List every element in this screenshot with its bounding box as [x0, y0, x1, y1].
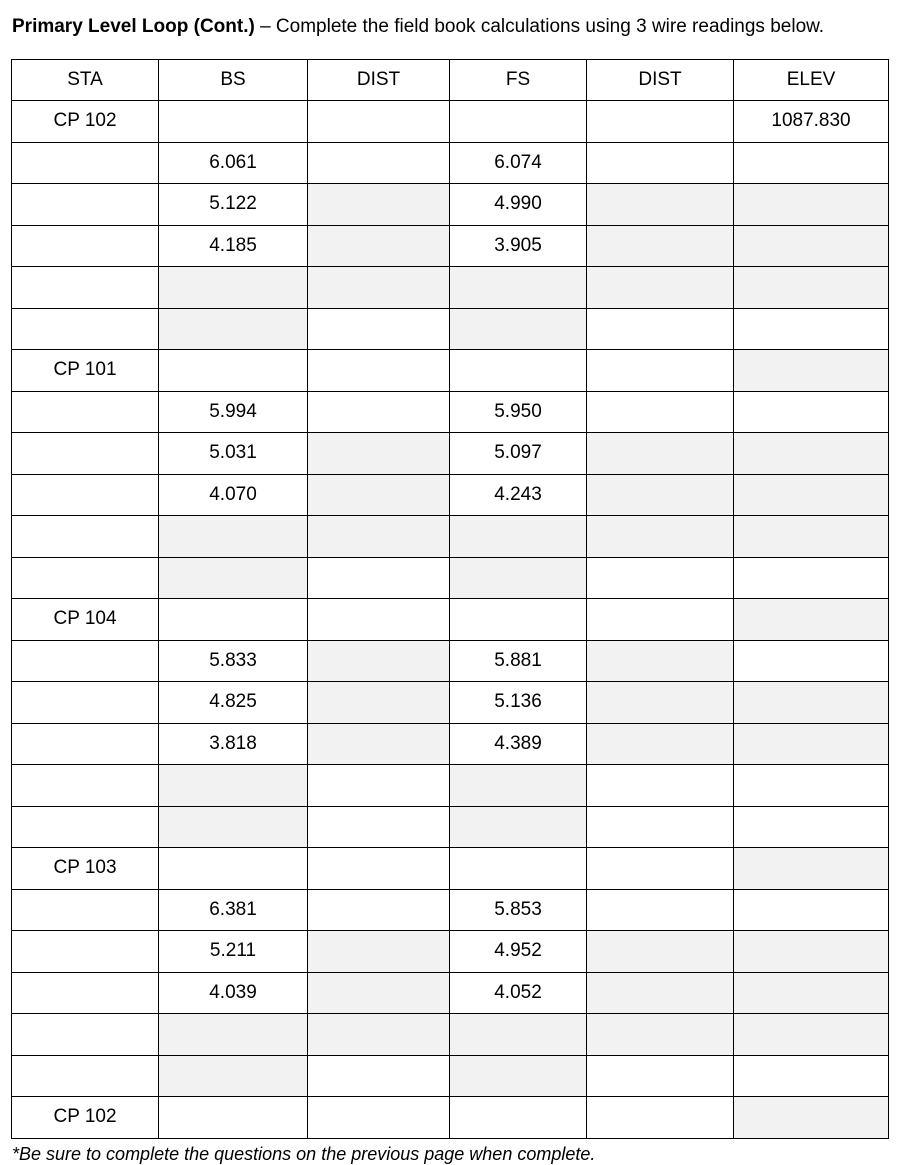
table-row: [12, 1014, 889, 1056]
cell-bs-dist: [308, 267, 450, 309]
cell-elev: [734, 723, 889, 765]
cell-elev: [734, 267, 889, 309]
cell-sta: [12, 267, 159, 309]
cell-bs: 3.818: [159, 723, 308, 765]
cell-bs: 4.185: [159, 225, 308, 267]
cell-sta: CP 102: [12, 1097, 159, 1139]
cell-bs: [159, 848, 308, 890]
cell-elev: [734, 972, 889, 1014]
cell-fs-dist: [587, 599, 734, 641]
cell-elev: [734, 931, 889, 973]
cell-fs-dist: [587, 391, 734, 433]
cell-sta: [12, 889, 159, 931]
cell-bs: [159, 806, 308, 848]
table-row: [12, 225, 889, 267]
cell-bs-dist: [308, 142, 450, 184]
cell-sta: [12, 516, 159, 558]
cell-bs-dist: [308, 599, 450, 641]
cell-bs: 5.122: [159, 184, 308, 226]
cell-fs: 5.853: [450, 889, 587, 931]
cell-elev: 1087.830: [734, 101, 889, 143]
cell-bs: 4.825: [159, 682, 308, 724]
cell-elev: [734, 806, 889, 848]
cell-bs: 4.039: [159, 972, 308, 1014]
cell-elev: [734, 1097, 889, 1139]
cell-fs: 4.952: [450, 931, 587, 973]
cell-elev: [734, 599, 889, 641]
cell-fs: [450, 848, 587, 890]
title-bold: Primary Level Loop (Cont.): [12, 16, 255, 37]
cell-bs: [159, 350, 308, 392]
cell-fs-dist: [587, 1055, 734, 1097]
table-row: [12, 599, 889, 641]
cell-fs-dist: [587, 1097, 734, 1139]
cell-bs-dist: [308, 972, 450, 1014]
header-bs: BS: [159, 60, 308, 101]
table-row: [12, 806, 889, 848]
cell-fs: 4.990: [450, 184, 587, 226]
cell-fs: [450, 516, 587, 558]
cell-sta: [12, 682, 159, 724]
table-row: [12, 723, 889, 765]
cell-elev: [734, 765, 889, 807]
cell-elev: [734, 640, 889, 682]
title-instructions: – Complete the field book calculations using 3 wire readings below.: [254, 16, 825, 37]
table-row: [12, 516, 889, 558]
cell-sta: [12, 806, 159, 848]
cell-fs-dist: [587, 765, 734, 807]
cell-bs: 5.994: [159, 391, 308, 433]
table-row: [12, 557, 889, 599]
cell-fs: 4.052: [450, 972, 587, 1014]
cell-fs-dist: [587, 723, 734, 765]
cell-sta: CP 104: [12, 599, 159, 641]
cell-bs: [159, 557, 308, 599]
cell-bs: 6.061: [159, 142, 308, 184]
cell-sta: CP 102: [12, 101, 159, 143]
cell-fs: [450, 1097, 587, 1139]
cell-bs-dist: [308, 806, 450, 848]
cell-bs: 5.833: [159, 640, 308, 682]
table-row: [12, 391, 889, 433]
header-elev: ELEV: [734, 60, 889, 101]
table-header-row: [12, 60, 889, 101]
cell-fs: [450, 1055, 587, 1097]
cell-elev: [734, 889, 889, 931]
cell-bs-dist: [308, 931, 450, 973]
table-row: [12, 101, 889, 143]
cell-fs: 5.097: [450, 433, 587, 475]
cell-bs: 5.031: [159, 433, 308, 475]
cell-fs: [450, 101, 587, 143]
header-sta: STA: [12, 60, 159, 101]
cell-fs-dist: [587, 142, 734, 184]
table-row: [12, 889, 889, 931]
cell-bs: [159, 1097, 308, 1139]
table-row: [12, 308, 889, 350]
cell-fs-dist: [587, 640, 734, 682]
cell-sta: [12, 765, 159, 807]
cell-bs: [159, 308, 308, 350]
cell-sta: [12, 225, 159, 267]
header-bs-dist: DIST: [308, 60, 450, 101]
cell-bs-dist: [308, 848, 450, 890]
cell-fs: [450, 308, 587, 350]
cell-bs: 5.211: [159, 931, 308, 973]
cell-fs: 5.881: [450, 640, 587, 682]
cell-bs: [159, 267, 308, 309]
cell-bs-dist: [308, 765, 450, 807]
header-fs: FS: [450, 60, 587, 101]
cell-fs-dist: [587, 433, 734, 475]
cell-bs-dist: [308, 640, 450, 682]
cell-fs: [450, 267, 587, 309]
cell-fs-dist: [587, 184, 734, 226]
cell-bs-dist: [308, 723, 450, 765]
cell-bs-dist: [308, 225, 450, 267]
cell-fs-dist: [587, 101, 734, 143]
cell-sta: CP 101: [12, 350, 159, 392]
table-row: [12, 433, 889, 475]
cell-bs-dist: [308, 682, 450, 724]
cell-sta: [12, 557, 159, 599]
cell-sta: [12, 972, 159, 1014]
cell-sta: [12, 640, 159, 682]
table-row: [12, 142, 889, 184]
cell-bs-dist: [308, 1055, 450, 1097]
cell-fs-dist: [587, 806, 734, 848]
header-fs-dist: DIST: [587, 60, 734, 101]
cell-sta: [12, 1014, 159, 1056]
table-row: [12, 972, 889, 1014]
cell-sta: [12, 391, 159, 433]
cell-fs: [450, 599, 587, 641]
cell-fs-dist: [587, 931, 734, 973]
cell-fs: 6.074: [450, 142, 587, 184]
cell-sta: CP 103: [12, 848, 159, 890]
cell-fs-dist: [587, 889, 734, 931]
cell-elev: [734, 474, 889, 516]
cell-bs: [159, 599, 308, 641]
cell-fs: 4.389: [450, 723, 587, 765]
cell-elev: [734, 184, 889, 226]
cell-elev: [734, 1055, 889, 1097]
cell-bs-dist: [308, 1097, 450, 1139]
table-body: [12, 101, 889, 1139]
cell-fs-dist: [587, 682, 734, 724]
table-row: [12, 765, 889, 807]
table-row: [12, 474, 889, 516]
cell-elev: [734, 142, 889, 184]
cell-bs-dist: [308, 557, 450, 599]
cell-elev: [734, 225, 889, 267]
cell-fs-dist: [587, 350, 734, 392]
table-row: [12, 640, 889, 682]
cell-bs-dist: [308, 184, 450, 226]
cell-bs: [159, 1014, 308, 1056]
cell-fs-dist: [587, 516, 734, 558]
cell-sta: [12, 1055, 159, 1097]
cell-elev: [734, 557, 889, 599]
table-row: [12, 931, 889, 973]
table-row: [12, 1097, 889, 1139]
field-book-table: [11, 59, 889, 1139]
footnote: *Be sure to complete the questions on the previous page when complete.: [12, 1144, 596, 1164]
cell-fs: [450, 1014, 587, 1056]
cell-elev: [734, 848, 889, 890]
cell-fs-dist: [587, 267, 734, 309]
cell-elev: [734, 350, 889, 392]
table-row: [12, 1055, 889, 1097]
cell-sta: [12, 723, 159, 765]
cell-bs: 6.381: [159, 889, 308, 931]
table-row: [12, 682, 889, 724]
cell-fs-dist: [587, 1014, 734, 1056]
cell-bs-dist: [308, 474, 450, 516]
cell-sta: [12, 474, 159, 516]
page-title: [12, 14, 902, 40]
cell-elev: [734, 1014, 889, 1056]
cell-elev: [734, 308, 889, 350]
cell-bs-dist: [308, 516, 450, 558]
cell-bs-dist: [308, 101, 450, 143]
cell-fs: 3.905: [450, 225, 587, 267]
cell-bs-dist: [308, 433, 450, 475]
cell-bs-dist: [308, 1014, 450, 1056]
cell-bs-dist: [308, 308, 450, 350]
cell-fs-dist: [587, 474, 734, 516]
cell-bs: [159, 1055, 308, 1097]
cell-sta: [12, 308, 159, 350]
cell-elev: [734, 682, 889, 724]
cell-bs-dist: [308, 350, 450, 392]
cell-sta: [12, 142, 159, 184]
cell-fs-dist: [587, 225, 734, 267]
table-row: [12, 848, 889, 890]
cell-fs: [450, 806, 587, 848]
cell-elev: [734, 516, 889, 558]
table-row: [12, 267, 889, 309]
cell-fs: [450, 557, 587, 599]
table-row: [12, 184, 889, 226]
cell-sta: [12, 184, 159, 226]
cell-fs: 5.136: [450, 682, 587, 724]
cell-bs-dist: [308, 889, 450, 931]
cell-fs: [450, 350, 587, 392]
cell-sta: [12, 931, 159, 973]
cell-elev: [734, 433, 889, 475]
cell-bs: [159, 101, 308, 143]
cell-bs: [159, 516, 308, 558]
cell-fs: 5.950: [450, 391, 587, 433]
cell-bs-dist: [308, 391, 450, 433]
cell-bs: 4.070: [159, 474, 308, 516]
cell-fs-dist: [587, 308, 734, 350]
cell-elev: [734, 391, 889, 433]
cell-sta: [12, 433, 159, 475]
cell-fs-dist: [587, 972, 734, 1014]
cell-fs: [450, 765, 587, 807]
cell-fs-dist: [587, 557, 734, 599]
cell-bs: [159, 765, 308, 807]
table-row: [12, 350, 889, 392]
cell-fs: 4.243: [450, 474, 587, 516]
cell-fs-dist: [587, 848, 734, 890]
